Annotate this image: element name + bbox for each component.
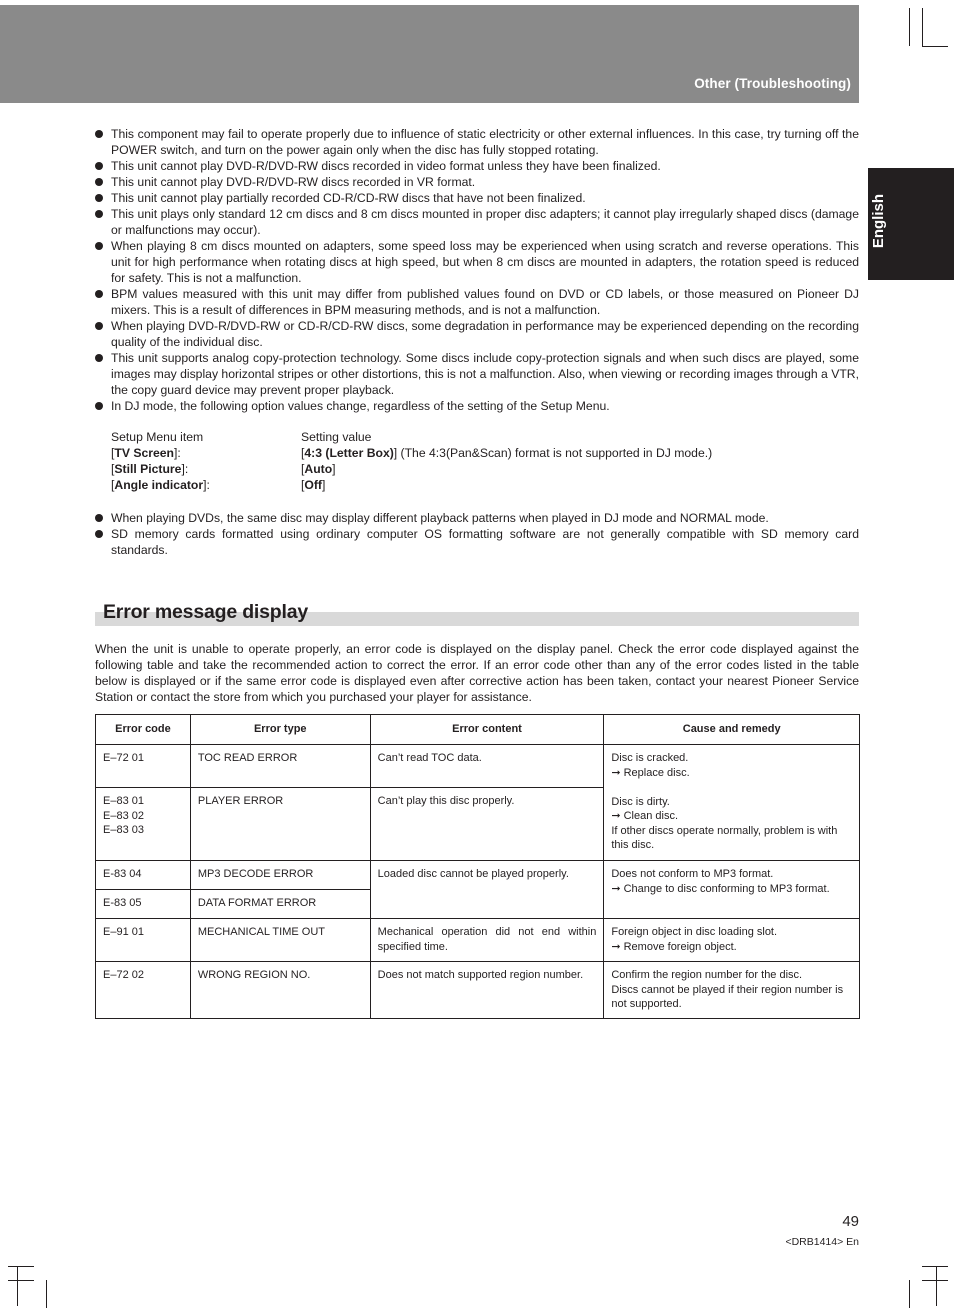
error-code: E-83 05 [96,890,191,919]
table-row [96,861,860,890]
language-tab-label: English [870,194,887,249]
settings-value-name: Off [304,478,322,492]
column-header: Error content [370,715,604,745]
list-item: This component may fail to operate properly due to influence of static electricity or other external influences. In this case, try turning off the POWER switch, and turn on the power again only when the disc has fully stopped rotating. [95,126,859,158]
list-item: This unit cannot play partially recorded CD-R/CD-RW discs that have not been finalized. [95,190,859,206]
settings-item-name: Angle indicator [114,478,204,492]
list-item: When playing DVD-R/DVD-RW or CD-R/CD-RW discs, some degradation in performance may be experienced depending on the recording quality of the individual disc. [95,318,859,350]
settings-header-value: Setting value [301,430,372,444]
header-section-title: Other (Troubleshooting) [694,76,851,91]
crop-mark [922,1280,948,1281]
document-code: <DRB1414> En [785,1236,859,1248]
crop-mark [8,1266,34,1267]
notes-list-after [95,510,859,558]
cause-remedy-text: Disc is dirty. ➞ Clean disc. If other discs operate normally, problem is with this disc. [611,795,838,851]
list-item: This unit supports analog copy-protection technology. Some discs include copy-protection signals and when such discs are played, some images may display horizontal stripes or other distortions, this is not a malfunction. Also, when viewing or recording images through a VTR, the copy guard device may prevent proper playback. [95,350,859,398]
settings-item: [Angle indicator]: [111,478,210,492]
crop-mark [936,1266,937,1306]
error-code: E–72 01 [96,745,191,788]
table-row [96,962,860,1019]
settings-value-name: 4:3 (Letter Box) [304,446,394,460]
settings-item: [TV Screen]: [111,446,181,460]
error-type: WRONG REGION NO. [190,962,370,1019]
error-content: Can’t read TOC data. [370,745,604,788]
cause-remedy: Confirm the region number for the disc. Discs cannot be played if their region number is not supported. [604,962,860,1019]
error-code: E–72 02 [96,962,191,1019]
settings-value-name: Auto [304,462,333,476]
crop-mark [909,1280,910,1308]
column-header: Error type [190,715,370,745]
list-item: This unit plays only standard 12 cm discs and 8 cm discs mounted in proper disc adapters; it cannot play irregularly shaped discs (damage or malfunctions may occur). [95,206,859,238]
error-type: MP3 DECODE ERROR [190,861,370,890]
crop-mark [46,1280,47,1308]
settings-header-item: Setup Menu item [111,430,204,444]
crop-mark [922,8,923,46]
column-header: Cause and remedy [604,715,860,745]
page-number: 49 [842,1213,859,1230]
error-type: TOC READ ERROR [190,745,370,788]
crop-mark [8,1280,34,1281]
cause-remedy: Foreign object in disc loading slot. ➞ Remove foreign object. [604,919,860,962]
error-type: PLAYER ERROR [190,788,370,861]
error-content: Loaded disc cannot be played properly. [370,861,604,919]
crop-mark [909,8,910,46]
settings-value: [4:3 (Letter Box)] (The 4:3(Pan&Scan) format is not supported in DJ mode.) [301,446,713,460]
cause-remedy [604,745,860,861]
cause-remedy-text: Disc is cracked. ➞ Replace disc. [611,752,690,779]
settings-value-note: (The 4:3(Pan&Scan) format is not supported in DJ mode.) [397,446,713,460]
header-band [0,5,859,103]
section-intro: When the unit is unable to operate properly, an error code is displayed on the display panel. Check the error code displayed against the following table and take the recommended action to correct the error. If an error code other than any of the error codes listed in the table below is displayed or if the same error code is displayed even after corrective action has been taken, contact your nearest Pioneer Service Station or contact the store from which you purchased your player for assistance. [95,642,859,704]
table-header-row [96,715,860,745]
error-code: E–83 01 E–83 02 E–83 03 [96,788,191,861]
settings-item: [Still Picture]: [111,462,189,476]
crop-mark [17,1266,18,1306]
settings-item-name: Still Picture [114,462,182,476]
settings-value: [Off] [301,478,326,492]
error-code: E–91 01 [96,919,191,962]
crop-mark [922,1266,948,1267]
error-content: Does not match supported region number. [370,962,604,1019]
settings-value: [Auto] [301,462,336,476]
table-row [96,919,860,962]
list-item: This unit cannot play DVD-R/DVD-RW discs recorded in VR format. [95,174,859,190]
crop-mark [922,46,948,47]
notes-list [95,126,859,414]
list-item: SD memory cards formatted using ordinary computer OS formatting software are not generally compatible with SD memory card standards. [95,526,859,558]
section-title: Error message display [103,601,308,623]
list-item: In DJ mode, the following option values change, regardless of the setting of the Setup Menu. [95,398,859,414]
error-content: Can’t play this disc properly. [370,788,604,861]
cause-remedy: Does not conform to MP3 format. ➞ Change to disc conforming to MP3 format. [604,861,860,919]
list-item: This unit cannot play DVD-R/DVD-RW discs recorded in video format unless they have been finalized. [95,158,859,174]
error-type: DATA FORMAT ERROR [190,890,370,919]
error-code: E-83 04 [96,861,191,890]
error-table [95,714,860,1019]
table-row [96,745,860,788]
error-type: MECHANICAL TIME OUT [190,919,370,962]
settings-item-name: TV Screen [114,446,175,460]
column-header: Error code [96,715,191,745]
language-tab [868,168,954,280]
list-item: BPM values measured with this unit may differ from published values found on DVD or CD labels, or those measured on Pioneer DJ mixers. This is a result of differences in BPM measuring methods, and is not a malfunction. [95,286,859,318]
error-content: Mechanical operation did not end within specified time. [370,919,604,962]
list-item: When playing DVDs, the same disc may display different playback patterns when played in DJ mode and NORMAL mode. [95,510,859,526]
list-item: When playing 8 cm discs mounted on adapters, some speed loss may be experienced when using scratch and reverse operations. This unit for high performance when rotating discs at high speed, but when 8 cm discs are mounted in adapters, the rotation speed is reduced for safety. This is not a malfunction. [95,238,859,286]
